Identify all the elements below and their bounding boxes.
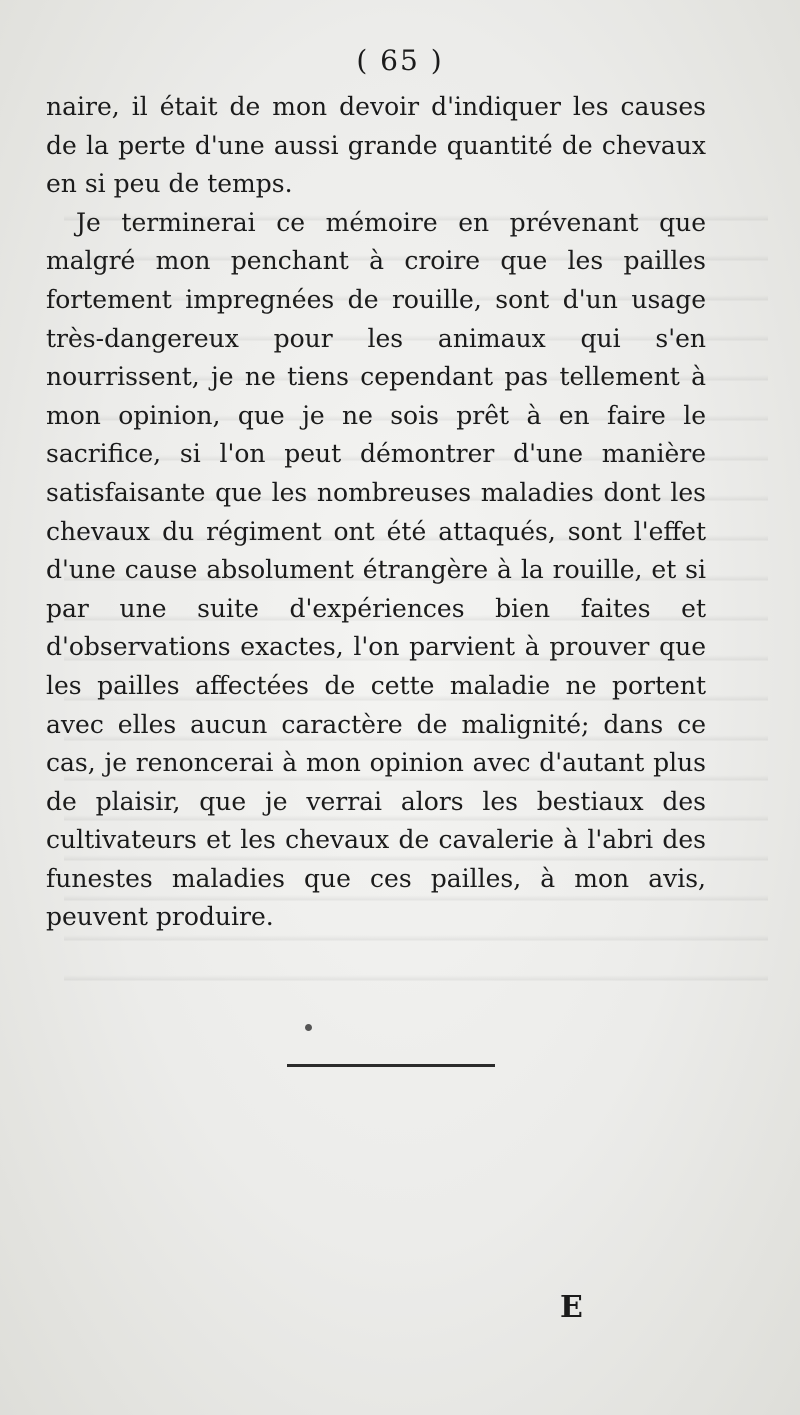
gathering-signature-mark: E [560,1290,583,1325]
ink-dot-ornament [305,1024,312,1031]
paragraph-conclusion: Je terminerai ce mémoire en prévenant que malgré mon penchant à croire que les pailles fortement impregnées de rouille, sont d'un usage très-dangereux pour les animaux qui s'en nourrissent, je ne tiens cependant pas tellement à mon opinion, que je ne sois prêt à en faire le sacrifice, si l'on peut démontrer d'une manière satisfaisante que les nombreuses maladies dont les chevaux du régiment ont été attaqués, sont l'effet d'une cause absolument étrangère à la rouille, et si par une suite d'expériences bien faites et d'observations exactes, l'on parvient à prouver que les pailles affectées de cette maladie ne portent avec elles aucun caractère de malignité; dans ce cas, je renoncerai à mon opinion avec d'autant plus de plaisir, que je verrai alors les bestiaux des cultivateurs et les chevaux de cavalerie à l'abri des funestes maladies que ces pailles, à mon avis, peuvent produire. [46,207,706,932]
closing-rule [287,1064,495,1067]
page-number: ( 65 ) [356,44,444,77]
paragraph-continued: naire, il était de mon devoir d'indiquer les causes de la perte d'une aussi grande quantité de chevaux en si peu de temps. [46,92,706,199]
body-text [46,88,706,937]
